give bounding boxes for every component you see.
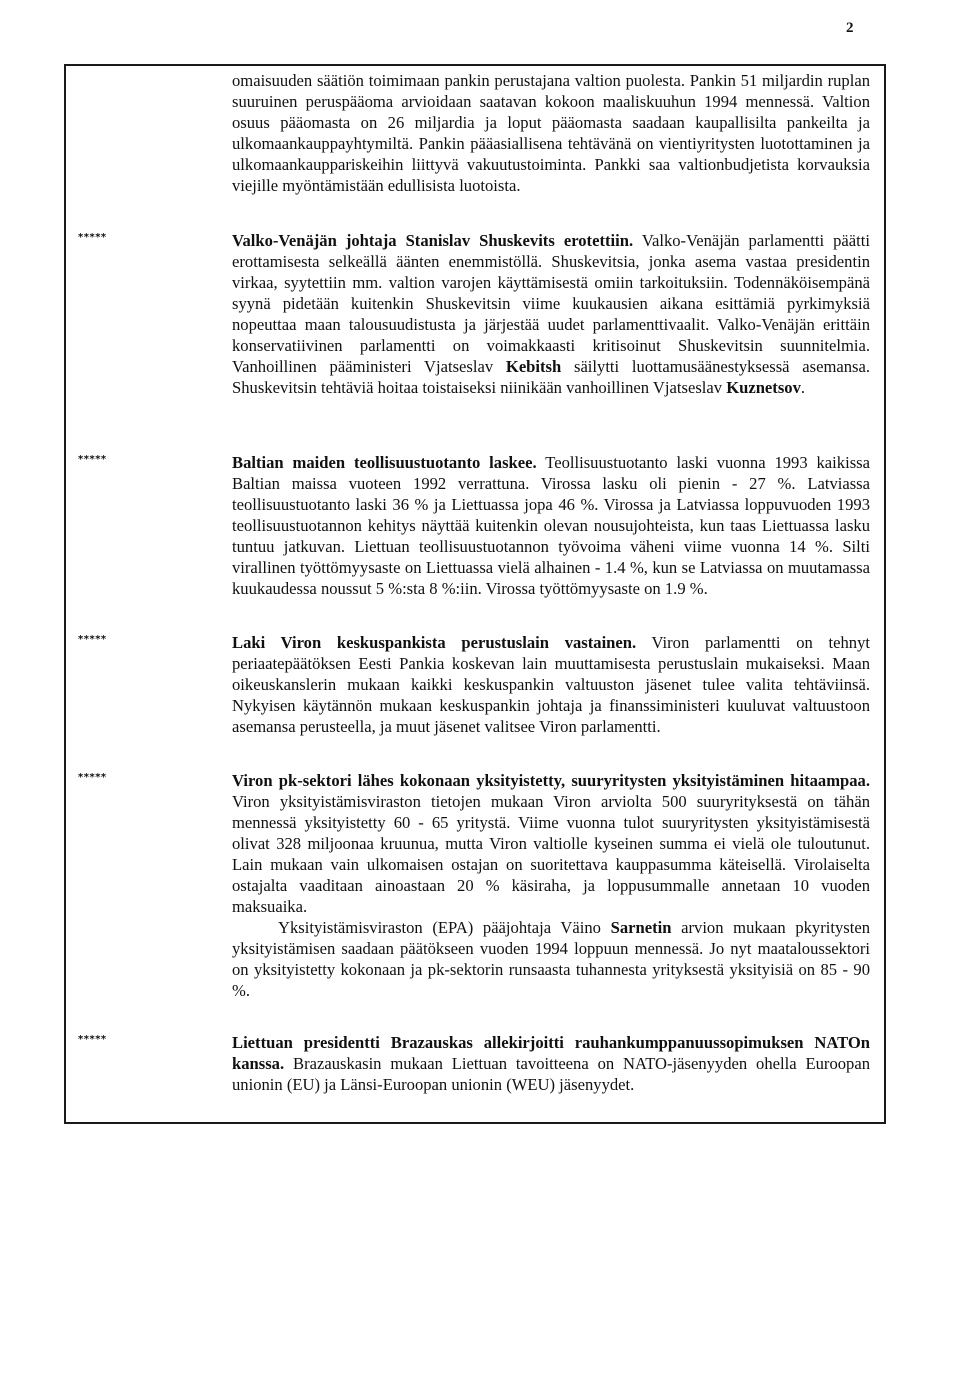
article-text: Teollisuustuotanto laski vuonna 1993 kaikissa Baltian maissa vuoteen 1992 verrattuna. Virossa lasku oli pienin - 27 %. Latviassa teollisuustuotanto laski 36 % ja Liettuassa jopa 46 %. Virossa ja Latviassa loppuvuoden 1993 teollisuustuotannon kehitys näyttää kuitenkin olevan nousujohteista, kun taas Liettuassa lasku tuntuu jatkuvan. Liettuan teollisuustuotannon työvoima väheni viime vuonna 14 %. Silti virallinen työttömyysaste on Liettuassa vielä alhainen - 1.4 %, kun se Latviassa on muutamassa kuukaudessa noussut 5 %:sta 8 %:iin. Virossa työttömyysaste on 1.9 %.	[232, 453, 870, 598]
article-headline: Valko-Venäjän johtaja Stanislav Shuskevits erotettiin.	[232, 231, 634, 250]
article-headline: Laki Viron keskuspankista perustuslain vastainen.	[232, 633, 637, 652]
article-headline: Baltian maiden teollisuustuotanto laskee.	[232, 453, 537, 472]
article-marker: *****	[78, 454, 107, 465]
article-headline: Liettuan presidentti Brazauskas allekirjoitti rauhankumppanuussopimuksen NATOn kanssa.	[232, 1033, 870, 1073]
bold-name: Kebitsh	[505, 357, 562, 376]
article-paragraph	[232, 770, 870, 917]
page-number: 2	[846, 20, 854, 36]
bold-name: Sarnetin	[610, 918, 672, 937]
article-body	[232, 632, 870, 737]
article-paragraph	[232, 230, 870, 398]
article-body	[232, 452, 870, 599]
article-text: Brazauskasin mukaan Liettuan tavoitteena on NATO-jäsenyyden ohella Euroopan unionin (EU) ja Länsi-Euroopan unionin (WEU) jäsenyydet.	[232, 1054, 870, 1094]
article-paragraph	[232, 1032, 870, 1095]
article-marker: *****	[78, 232, 107, 243]
article-body	[232, 1032, 870, 1095]
intro-paragraph	[232, 70, 870, 196]
article-body	[232, 770, 870, 1001]
article-text: Valko-Venäjän parlamentti päätti erottamisesta selkeällä äänten enemmistöllä. Shuskevitsia, jonka asema vastaa presidentin virkaa, syytettiin mm. valtion varojen käyttämisestä omiin tarkoituksiin. Todennäköisempänä syynä pidetään kuitenkin Shuskevitsin viime kuukausien aikana esittämiä pyrkimyksiä nopeuttaa maan talousuudistusta ja järjestää uudet parlamenttivaalit. Valko-Venäjän erittäin konservatiivinen parlamentti on voimakkaasti kritisoinut Shuskevitsin suunnitelmia. Vanhoillinen pääministeri Vjatseslav	[232, 231, 870, 376]
article-text: arvion mukaan pkyritysten yksityistämisen saadaan päätökseen vuoden 1994 loppuun mennessä. Jo nyt maataloussektori on yksityistetty kokonaan ja pk-sektorin runsaasta tuhannesta yrityksestä yksityisiä on 85 - 90 %.	[232, 918, 870, 1000]
article-text: Yksityistämisviraston (EPA) pääjohtaja Väino	[278, 918, 611, 937]
bold-name: Kuznetsov	[726, 378, 801, 397]
article-paragraph	[232, 452, 870, 599]
intro-text: omaisuuden säätiön toimimaan pankin perustajana valtion puolesta. Pankin 51 miljardin ruplan suuruinen peruspääoma arvioidaan saatavan kokoon maaliskuuhun 1994 mennessä. Valtion osuus pääomasta on 26 miljardia ja loput pääomasta saadaan kaupallisilta pankeilta ja ulkomaankauppayhtymiltä. Pankin pääasiallisena tehtävänä on vientiyritysten luotottaminen ja ulkomaankauppariskeihin liittyvä vakuutustoiminta. Pankki saa valtionbudjetista korvauksia viejille myöntämistään edullisista luotoista.	[232, 71, 870, 195]
document-frame	[64, 64, 886, 1124]
article-marker: *****	[78, 634, 107, 645]
article-paragraph-2	[232, 917, 870, 1001]
article-text: Viron parlamentti on tehnyt periaatepäätöksen Eesti Pankia koskevan lain muuttamisesta perustuslain mukaiseksi. Maan oikeuskanslerin mukaan kaikki keskuspankin valtuuston jäsenet tulee valita tehtäviinsä. Nykyisen käytännön mukaan keskuspankin johtaja ja finanssiministeri kuuluvat valtuustoon asemansa perusteella, ja muut jäsenet valitsee Viron parlamentti.	[232, 633, 870, 736]
article-body	[232, 230, 870, 398]
article-paragraph	[232, 632, 870, 737]
article-marker: *****	[78, 772, 107, 783]
article-text: säilytti luottamusäänestyksessä asemansa. Shuskevitsin tehtäviä hoitaa toistaiseksi niinikään vanhoillinen Vjatseslav	[232, 357, 870, 397]
article-marker: *****	[78, 1034, 107, 1045]
article-headline: Viron pk-sektori lähes kokonaan yksityistetty, suuryritysten yksityistäminen hitaampaa.	[232, 771, 870, 790]
article-text: Viron yksityistämisviraston tietojen mukaan Viron arviolta 500 suuryrityksestä on tähän mennessä yksityistetty 60 - 65 yritystä. Viime vuonna tulot suuryritysten yksityistämisestä olivat 328 miljoonaa kruunua, mutta Viron valtiolle kyseinen summa ei vielä ole tuloutunut. Lain mukaan vain ulkomaisen ostajan on suoritettava kauppasumma käteisellä. Virolaiselta ostajalta vaaditaan ainoastaan 20 % käsiraha, ja loppusummalle annetaan 10 vuoden maksuaika.	[232, 792, 870, 916]
article-text: .	[800, 378, 806, 397]
